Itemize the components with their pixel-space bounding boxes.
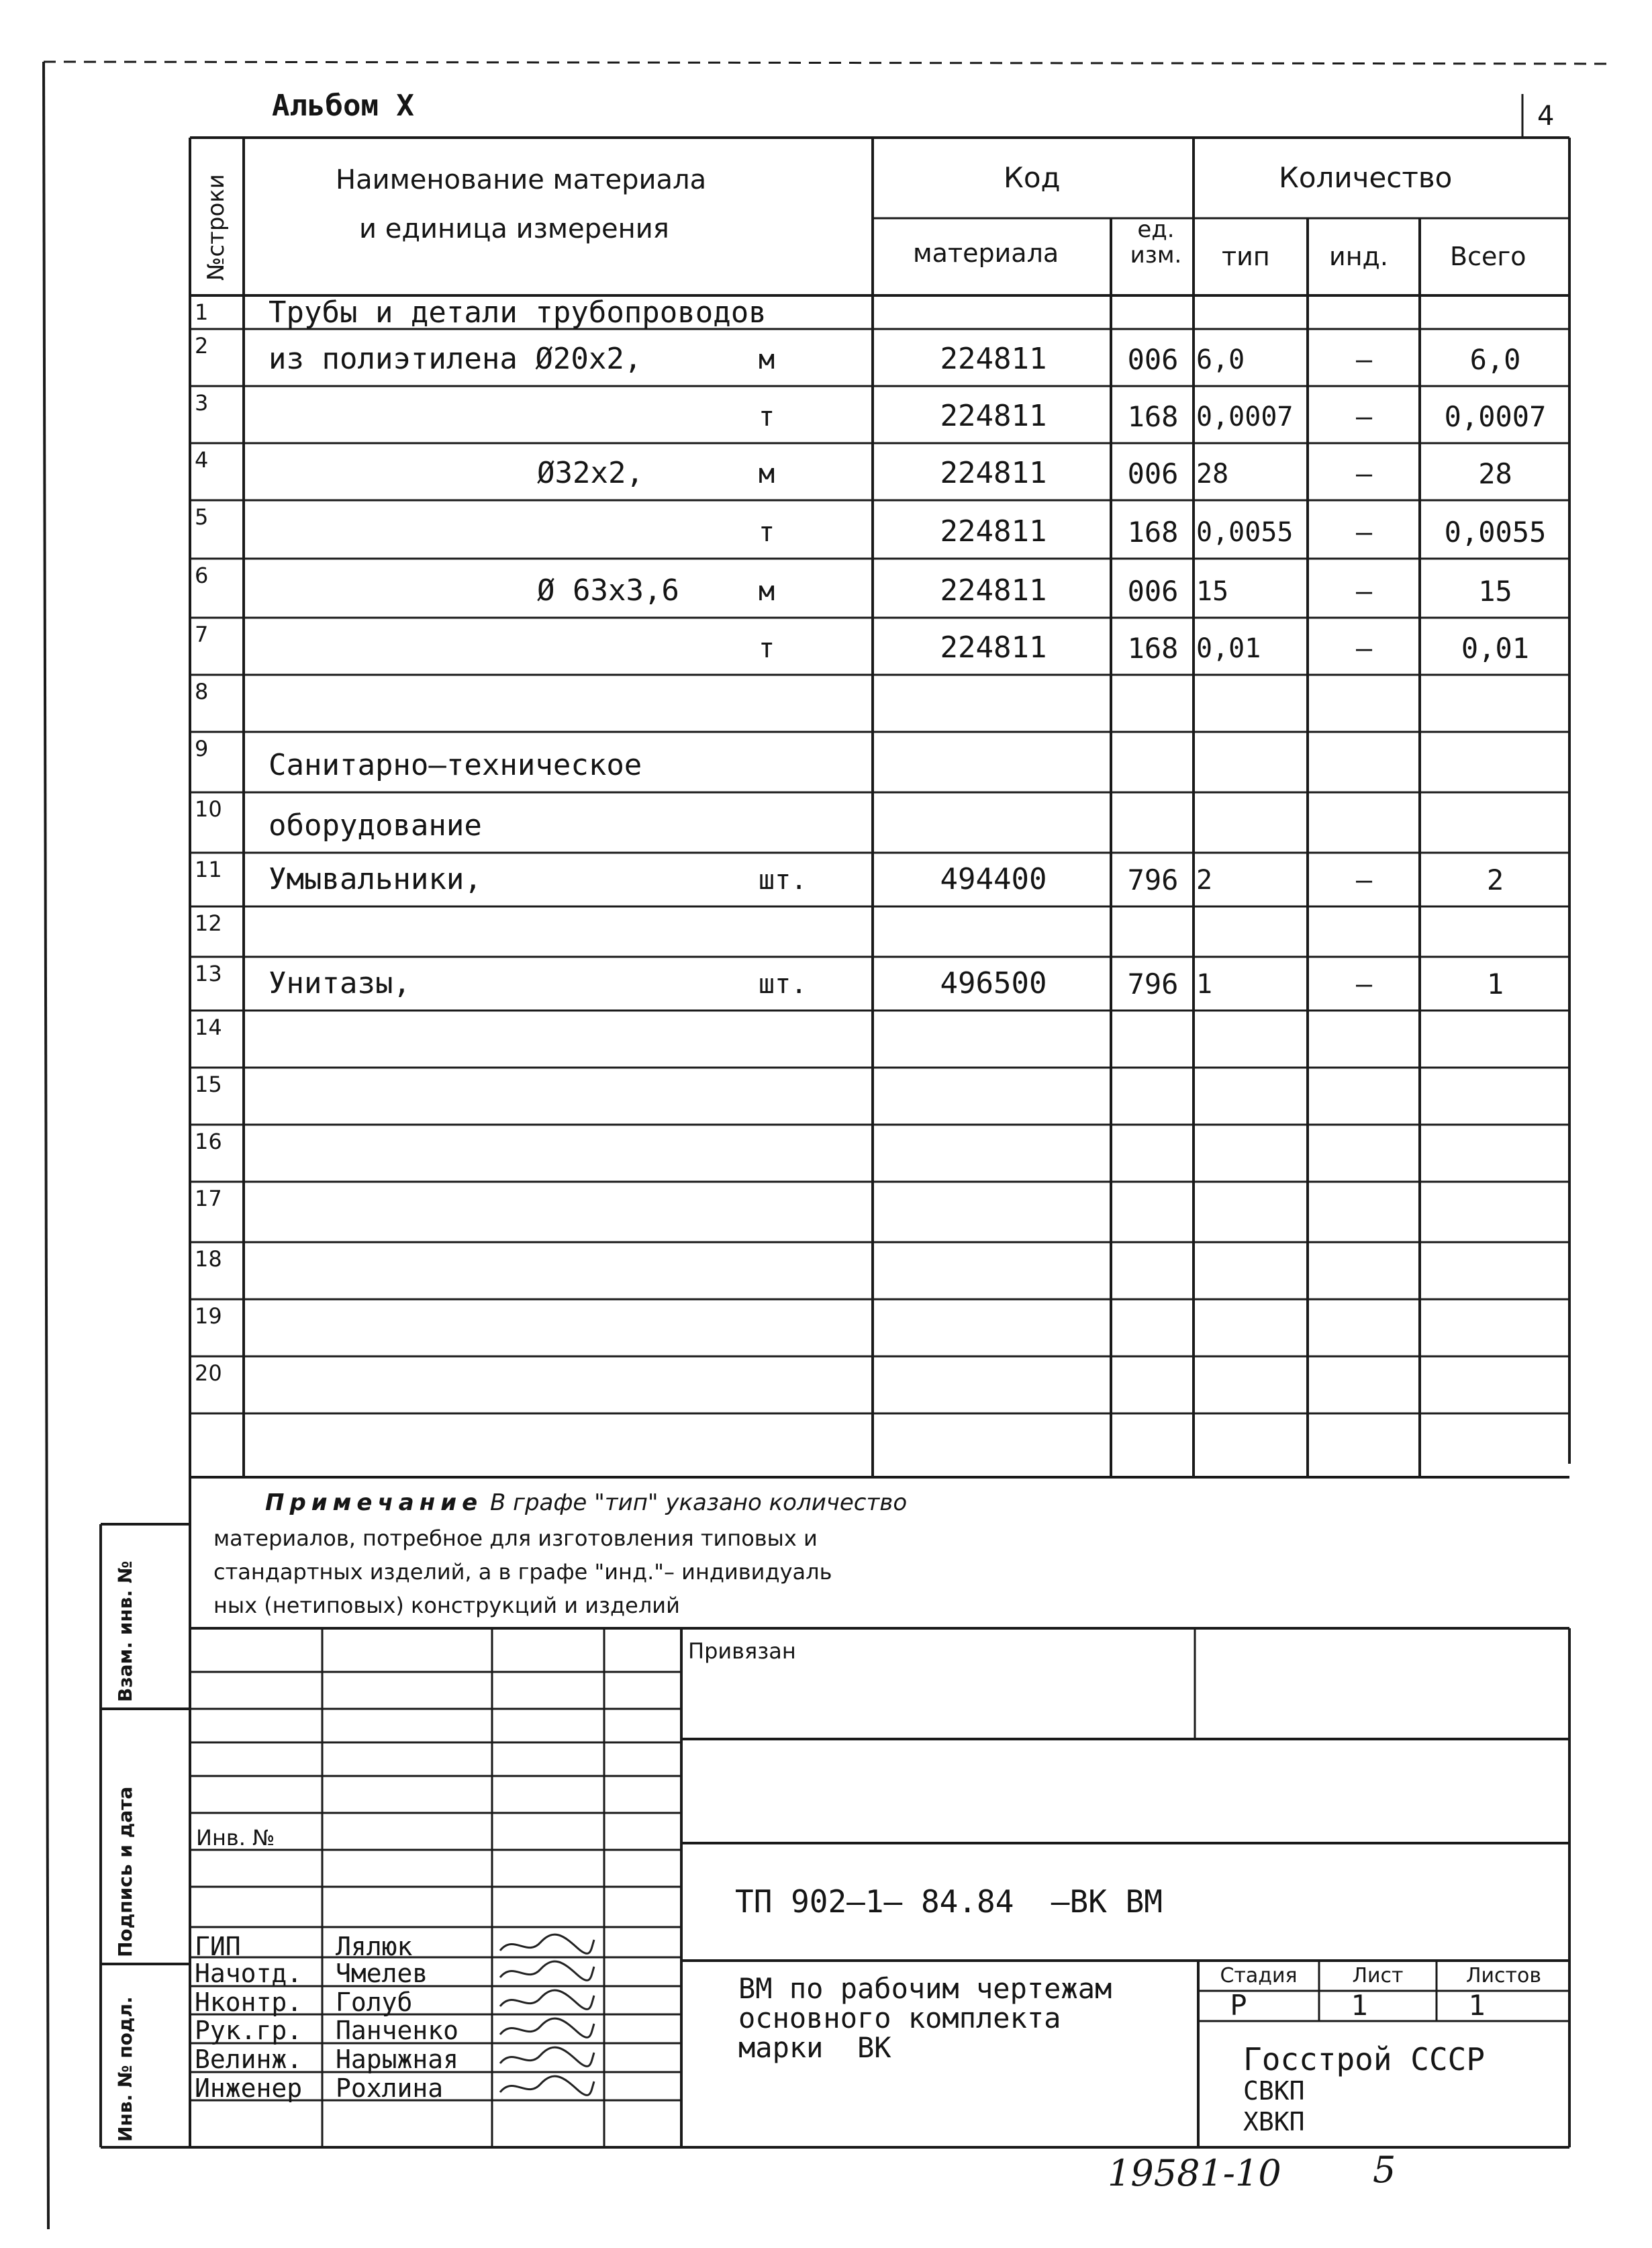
cell-n: 17 (195, 1186, 222, 1211)
cell-ind: – (1355, 344, 1373, 375)
cell-total: 0,0007 (1444, 400, 1547, 433)
signer-role: Инженер (195, 2073, 303, 2103)
cell-unit: т (759, 517, 775, 548)
side-label-podpis: Подпись и дата (114, 1786, 136, 1957)
cell-name: Умывальники, (269, 862, 482, 896)
cell-unit: м (759, 344, 775, 375)
signature-icon (497, 2072, 597, 2102)
cell-ucode: 006 (1127, 575, 1179, 608)
cell-ucode: 006 (1127, 457, 1179, 490)
cell-n: 2 (195, 333, 209, 359)
doc-title-line1: ВМ по рабочим чертежам (738, 1972, 1112, 2005)
note-title-label: Примечание (265, 1489, 483, 1516)
cell-name: из полиэтилена Ø20х2, (269, 342, 642, 376)
header-total: Всего (1450, 242, 1526, 271)
cell-type: 15 (1196, 576, 1229, 607)
cell-n: 10 (195, 796, 222, 822)
cell-ind: – (1355, 459, 1373, 489)
sheet-value: 1 (1351, 1989, 1368, 2022)
cell-size: Ø32х2, (537, 456, 644, 490)
cell-unit: м (759, 576, 775, 607)
cell-ucode: 796 (1127, 968, 1179, 1000)
note-line4: ных (нетиповых) конструкций и изделий (213, 1593, 680, 1618)
note-title (265, 1489, 907, 1516)
cell-type: 1 (1196, 969, 1213, 1000)
cell-ucode: 168 (1127, 632, 1179, 665)
doc-title-line2: основного комплекта (738, 2002, 1061, 2034)
stage-label: Стадия (1220, 1964, 1298, 1987)
cell-code: 224811 (940, 573, 1047, 608)
header-quantity: Количество (1279, 161, 1453, 194)
cell-unit: т (759, 633, 775, 664)
signer-name: Чмелев (336, 1959, 428, 1988)
cell-code: 494400 (940, 862, 1047, 896)
cell-name: Трубы и детали трубопроводов (269, 295, 767, 330)
header-name-line2: и единица измерения (359, 214, 669, 244)
header-row-no: №строки (203, 174, 230, 281)
cell-ucode: 796 (1127, 863, 1179, 896)
signer-name: Лялюк (336, 1932, 413, 1961)
header-type: тип (1222, 242, 1270, 271)
signature-icon (497, 1930, 597, 1960)
cell-n: 14 (195, 1015, 222, 1040)
cell-type: 0,01 (1196, 633, 1261, 664)
doc-code: ТП 902–1– 84.84 –ВК ВМ (735, 1883, 1163, 1920)
org-line1: Госстрой СССР (1243, 2041, 1486, 2077)
cell-code: 224811 (940, 514, 1047, 549)
stamp-inv-no: Инв. № (196, 1825, 275, 1851)
cell-ind: – (1355, 402, 1373, 432)
signature-icon (497, 1957, 597, 1987)
org-line3: ХВКП (1243, 2107, 1305, 2137)
side-label-vzam: Взам. инв. № (114, 1560, 136, 1702)
signer-name: Панченко (336, 2016, 459, 2045)
note-line3: стандартных изделий, а в графе "инд."– индивидуаль (213, 1559, 832, 1585)
cell-n: 1 (195, 299, 209, 325)
signer-role: Начотд. (195, 1959, 303, 1988)
page-number: 4 (1537, 101, 1555, 132)
cell-type: 28 (1196, 459, 1229, 489)
cell-total: 28 (1478, 457, 1512, 490)
cell-n: 19 (195, 1303, 222, 1329)
cell-n: 5 (195, 504, 209, 530)
signer-name: Нарыжная (336, 2045, 459, 2074)
cell-type: 6,0 (1196, 344, 1245, 375)
cell-name: Санитарно–техническое (269, 748, 642, 782)
cell-ind: – (1355, 633, 1373, 664)
signer-role: ГИП (195, 1932, 241, 1961)
cell-total: 6,0 (1469, 343, 1521, 376)
cell-total: 1 (1486, 968, 1504, 1000)
signer-name: Рохлина (336, 2073, 444, 2103)
sheets-label: Листов (1465, 1964, 1542, 1987)
signature-icon (497, 1986, 597, 2016)
cell-n: 3 (195, 390, 209, 416)
cell-type: 2 (1196, 865, 1213, 896)
cell-code: 224811 (940, 399, 1047, 433)
cell-code: 224811 (940, 456, 1047, 490)
header-ind: инд. (1329, 242, 1388, 271)
sheet-label: Лист (1352, 1964, 1404, 1987)
cell-type: 0,0055 (1196, 517, 1294, 548)
header-name-line1: Наименование материала (336, 165, 707, 195)
cell-total: 2 (1486, 863, 1504, 896)
cell-type: 0,0007 (1196, 402, 1294, 432)
cell-n: 11 (195, 857, 222, 882)
cell-unit: шт. (759, 969, 808, 1000)
album-title: Альбом Х (272, 89, 414, 123)
cell-name: оборудование (269, 808, 482, 843)
cell-n: 9 (195, 736, 209, 761)
signer-name: Голуб (336, 1987, 413, 2017)
cell-total: 0,0055 (1444, 516, 1547, 549)
cell-n: 15 (195, 1072, 222, 1097)
cell-ucode: 168 (1127, 400, 1179, 433)
footer-number: 19581-10 (1108, 2152, 1281, 2194)
cell-n: 16 (195, 1129, 222, 1154)
cell-size: Ø 63х3,6 (537, 573, 679, 608)
cell-n: 4 (195, 447, 209, 473)
cell-unit: м (759, 459, 775, 489)
cell-code: 496500 (940, 966, 1047, 1000)
org-line2: СВКП (1243, 2076, 1305, 2106)
signature-icon (497, 2043, 597, 2073)
cell-unit: шт. (759, 865, 808, 896)
cell-n: 20 (195, 1360, 222, 1386)
stamp-privyazan: Привязан (688, 1638, 796, 1664)
cell-ucode: 168 (1127, 516, 1179, 549)
footer-page: 5 (1373, 2149, 1396, 2191)
cell-ind: – (1355, 576, 1373, 607)
cell-code: 224811 (940, 630, 1047, 665)
cell-name: Унитазы, (269, 966, 411, 1000)
signature-icon (497, 2014, 597, 2044)
header-material: материала (913, 238, 1059, 268)
cell-ind: – (1355, 865, 1373, 896)
signer-role: Нконтр. (195, 1987, 303, 2017)
header-code: Код (1004, 161, 1061, 194)
sheets-value: 1 (1468, 1989, 1486, 2022)
cell-n: 12 (195, 910, 222, 936)
doc-title-line3: марки ВК (738, 2031, 891, 2064)
signer-role: Велинж. (195, 2045, 303, 2074)
cell-n: 18 (195, 1246, 222, 1272)
cell-total: 15 (1478, 575, 1512, 608)
cell-ind: – (1355, 969, 1373, 1000)
stage-value: Р (1230, 1989, 1247, 2022)
cell-n: 6 (195, 563, 209, 588)
cell-n: 7 (195, 622, 209, 647)
cell-n: 8 (195, 679, 209, 704)
note-line2: материалов, потребное для изготовления типовых и (213, 1526, 818, 1551)
cell-code: 224811 (940, 342, 1047, 376)
cell-total: 0,01 (1461, 632, 1530, 665)
note-line1: В графе "тип" указано количество (489, 1489, 908, 1516)
cell-ind: – (1355, 517, 1373, 548)
signer-role: Рук.гр. (195, 2016, 303, 2045)
side-label-inv-podl: Инв. № подл. (114, 1996, 136, 2142)
header-unit: ед. изм. (1130, 216, 1182, 269)
cell-ucode: 006 (1127, 343, 1179, 376)
cell-unit: т (759, 402, 775, 432)
cell-n: 13 (195, 961, 222, 986)
doc-title (738, 1974, 1112, 2063)
